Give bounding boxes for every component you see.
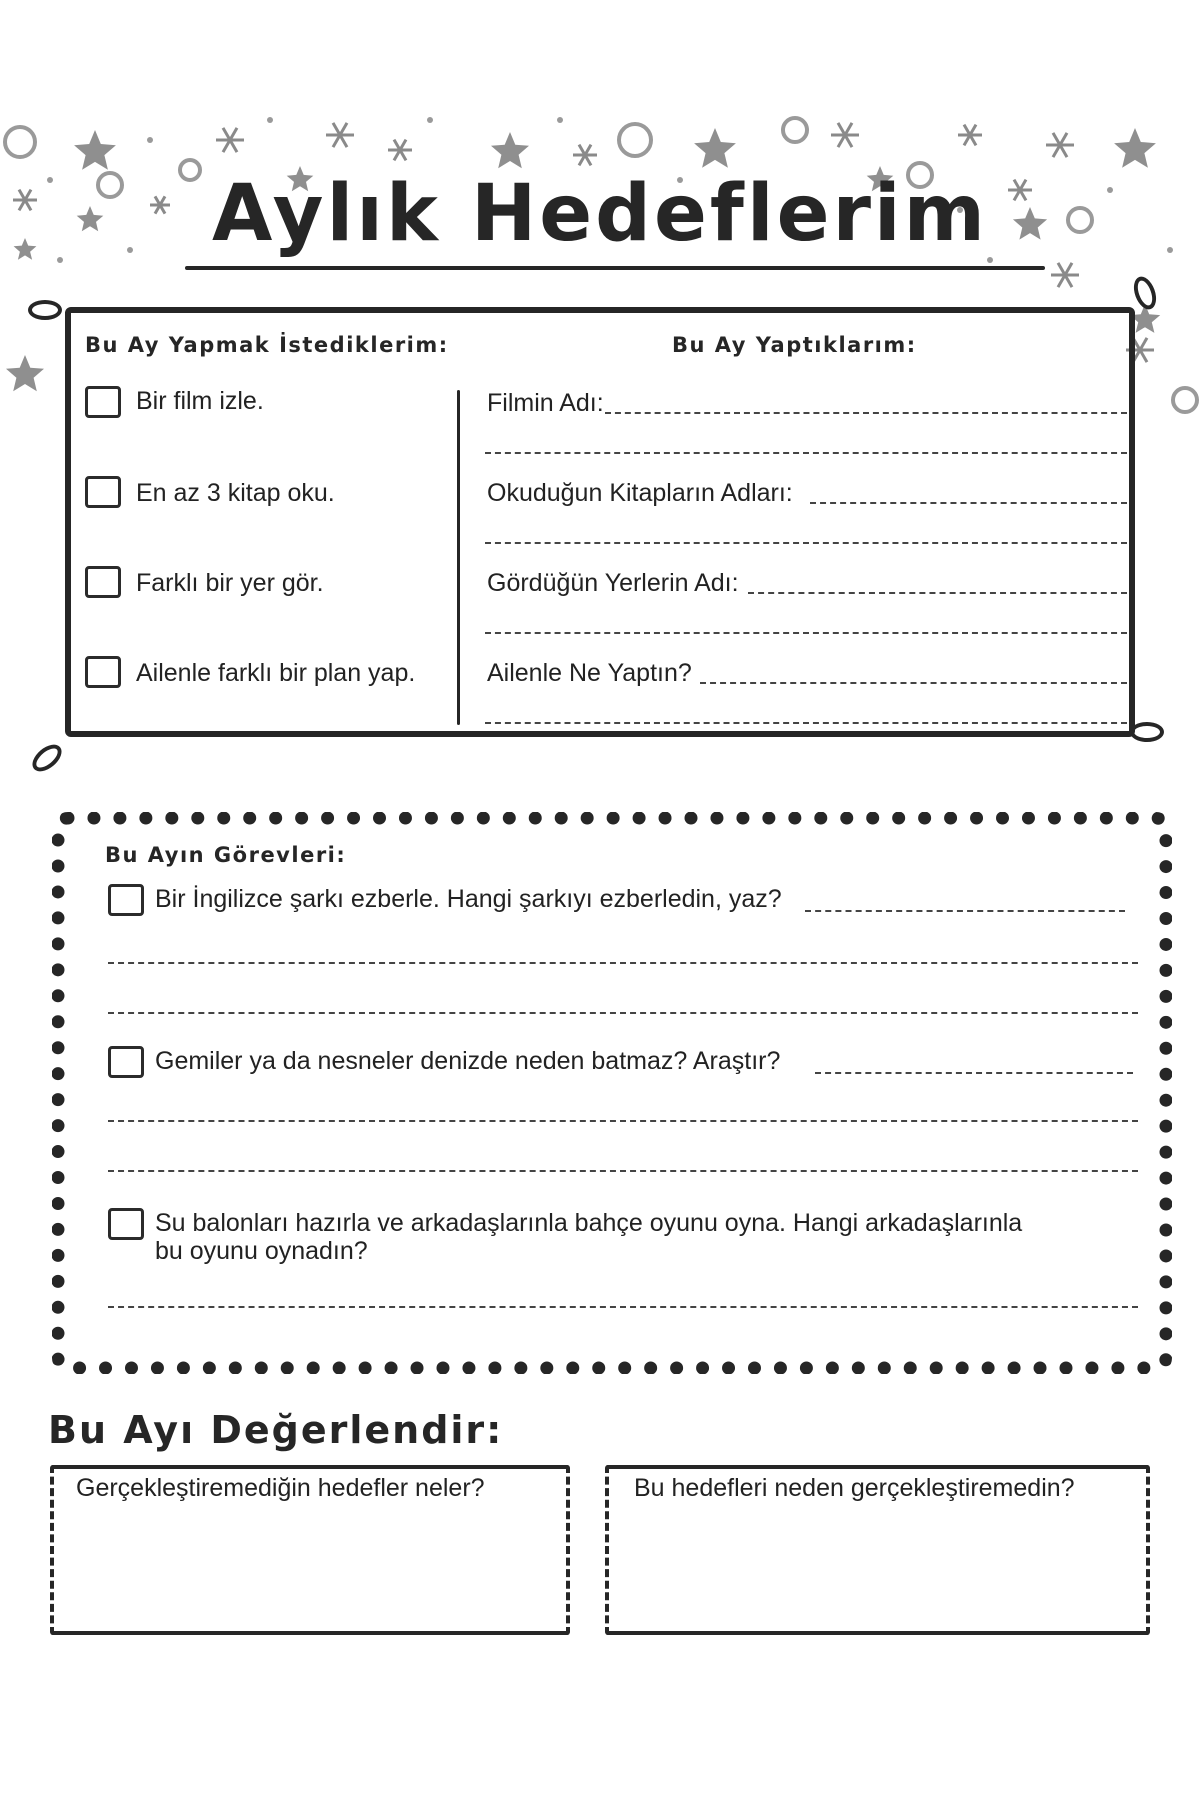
tasks-heading: Bu Ayın Görevleri: — [105, 843, 347, 867]
done-heading: Bu Ay Yaptıklarım: — [672, 333, 917, 357]
goals-heading: Bu Ay Yapmak İstediklerim: — [85, 333, 449, 357]
evaluation-prompt-right: Bu hedefleri neden gerçekleştiremedin? — [634, 1474, 1075, 1502]
task-checkbox[interactable] — [108, 884, 144, 916]
record-label: Ailenle Ne Yaptın? — [487, 659, 692, 687]
page-title: Aylık Hedeflerim — [212, 169, 988, 259]
task-checkbox[interactable] — [108, 1208, 144, 1240]
answer-line[interactable] — [108, 1012, 1138, 1014]
task-text: Bir İngilizce şarkı ezberle. Hangi şarkıyı ezberledin, yaz? — [155, 885, 782, 913]
answer-line[interactable] — [810, 502, 1127, 504]
answer-line[interactable] — [805, 910, 1125, 912]
dot-shape — [557, 117, 563, 123]
answer-line[interactable] — [108, 1120, 1138, 1122]
goal-text: En az 3 kitap oku. — [136, 479, 335, 507]
star-shape — [6, 355, 44, 391]
dot-shape — [267, 117, 273, 123]
task-text-line2: bu oyunu oynadın? — [155, 1237, 368, 1265]
answer-line[interactable] — [700, 682, 1127, 684]
answer-line[interactable] — [485, 542, 1127, 544]
circle-shape — [5, 127, 35, 157]
dot-shape — [147, 137, 153, 143]
goal-checkbox[interactable] — [85, 656, 121, 688]
record-label: Gördüğün Yerlerin Adı: — [487, 569, 739, 597]
star-shape — [491, 132, 529, 168]
answer-line[interactable] — [108, 962, 1138, 964]
dot-shape — [427, 117, 433, 123]
goal-checkbox[interactable] — [85, 476, 121, 508]
answer-line[interactable] — [108, 1306, 1138, 1308]
answer-line[interactable] — [605, 412, 1127, 414]
record-label: Filmin Adı: — [487, 389, 604, 417]
dot-shape — [57, 257, 63, 263]
task-checkbox[interactable] — [108, 1046, 144, 1078]
circle-shape — [783, 118, 807, 142]
answer-line[interactable] — [748, 592, 1127, 594]
circle-shape — [1173, 388, 1197, 412]
circle-shape — [619, 124, 651, 156]
box-ribbon-loop — [28, 739, 67, 776]
title-underline — [185, 266, 1045, 270]
goal-text: Bir film izle. — [136, 387, 264, 415]
star-shape — [74, 130, 116, 170]
star-shape — [694, 128, 736, 168]
answer-line[interactable] — [815, 1072, 1133, 1074]
answer-line[interactable] — [485, 722, 1127, 724]
star-shape — [1114, 128, 1156, 168]
answer-line[interactable] — [485, 452, 1127, 454]
box-ribbon-loop — [28, 300, 62, 320]
record-label: Okuduğun Kitapların Adları: — [487, 479, 793, 507]
goal-text: Ailenle farklı bir plan yap. — [136, 659, 416, 687]
goal-checkbox[interactable] — [85, 386, 121, 418]
goal-checkbox[interactable] — [85, 566, 121, 598]
task-text: Su balonları hazırla ve arkadaşlarınla bahçe oyunu oyna. Hangi arkadaşlarınla — [155, 1209, 1023, 1237]
task-text: Gemiler ya da nesneler denizde neden batmaz? Araştır? — [155, 1047, 781, 1075]
evaluation-prompt-left: Gerçekleştiremediğin hedefler neler? — [76, 1474, 485, 1502]
answer-line[interactable] — [485, 632, 1127, 634]
column-divider — [457, 390, 460, 725]
goal-text: Farklı bir yer gör. — [136, 569, 324, 597]
evaluation-heading: Bu Ayı Değerlendir: — [48, 1408, 504, 1452]
answer-line[interactable] — [108, 1170, 1138, 1172]
box-ribbon-loop — [1130, 722, 1164, 742]
